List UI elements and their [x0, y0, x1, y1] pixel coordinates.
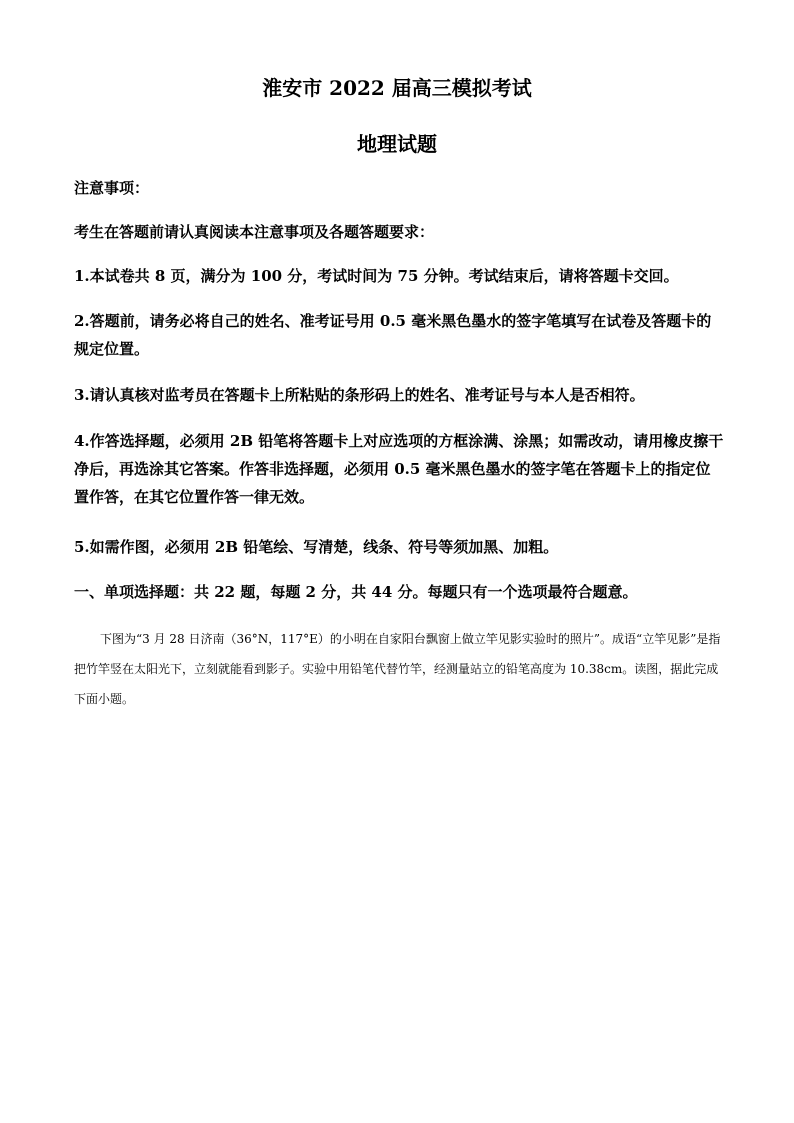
notice-intro: 考生在答题前请认真阅读本注意事项及各题答题要求：	[74, 223, 435, 241]
notice-item: 2.答题前，请务必将自己的姓名、准考证号用 0.5 毫米黑色墨水的签字笔填写在试卷及答题卡的规定位置。	[74, 312, 712, 358]
notice-item: 5.如需作图，必须用 2B 铅笔绘、写清楚，线条、符号等须加黑、加粗。	[74, 538, 559, 556]
section-heading: 一、单项选择题：共 22 题，每题 2 分，共 44 分。每题只有一个选项最符合题意。	[74, 583, 638, 601]
notice-item: 3.请认真核对监考员在答题卡上所粘贴的条形码上的姓名、准考证号与本人是否相符。	[74, 386, 645, 404]
notice-item: 1.本试卷共 8 页，满分为 100 分，考试时间为 75 分钟。考试结束后，请将答题卡交回。	[74, 267, 679, 285]
exam-title: 淮安市 2022 届高三模拟考试	[262, 76, 532, 100]
notice-heading: 注意事项：	[74, 179, 150, 197]
notice-item: 4.作答选择题，必须用 2B 铅笔将答题卡上对应选项的方框涂满、涂黑；如需改动，请用橡皮擦干净后，再选涂其它答案。作答非选择题，必须用 0.5 毫米黑色墨水的签字笔在答题卡上的指定位置作答，在其它位置作答一律无效。	[74, 432, 724, 506]
question-material: 下图为“3 月 28 日济南（36°N，117°E）的小明在自家阳台飘窗上做立竿见影实验时的照片”。成语“立竿见影”是指把竹竿竖在太阳光下，立刻就能看到影子。实验中用铅笔代替竹竿，经测量站立的铅笔高度为 10.38cm。读图，据此完成下面小题。	[74, 632, 721, 706]
subject-title: 地理试题	[357, 132, 437, 156]
